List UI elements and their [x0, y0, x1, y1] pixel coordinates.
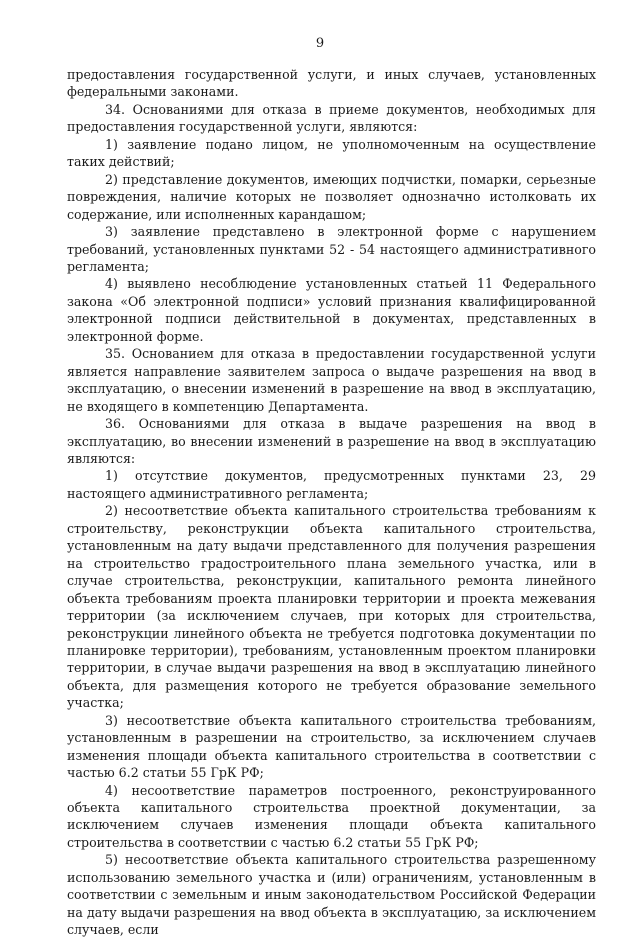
paragraph: предоставления государственной услуги, и иных случаев, установленных федеральными законами. — [67, 67, 596, 100]
paragraph: 2) несоответствие объекта капитального строительства требованиям к строительству, реконструкции объекта капитального строительства, установленным на дату выдачи представленного для получения разрешения на строительство градостроительного плана земельного участка, или в случае строительства, реконструкции, капитального ремонта линейного объекта требованиям проекта планировки территории и проекта межевания территории (за исключением случаев, при которых для строительства, реконструкции линейного объекта не требуется подготовка документации по планировке территории), требованиям, установленным проектом планировки территории, в случае выдачи разрешения на ввод в эксплуатацию линейного объекта, для размещения которого не требуется образование земельного участка; — [67, 503, 596, 711]
paragraph: 34. Основаниями для отказа в приеме документов, необходимых для предоставления государственной услуги, являются: — [67, 101, 596, 135]
paragraph: 1) отсутствие документов, предусмотренных пунктами 23, 29 настоящего административного регламента; — [67, 468, 596, 501]
paragraph: 2) представление документов, имеющих подчистки, помарки, серьезные повреждения, наличие которых не позволяет однозначно истолковать их содержание, или исполненных карандашом; — [67, 171, 596, 222]
body-text — [67, 66, 596, 939]
paragraph: 35. Основанием для отказа в предоставлении государственной услуги является направление заявителем запроса о выдаче разрешения на ввод в эксплуатацию, о внесении изменений в разрешение на ввод в эксплуатацию, не входящего в компетенцию Департамента. — [67, 346, 596, 414]
paragraph: 4) выявлено несоблюдение установленных статьей 11 Федерального закона «Об электронной подписи» условий признания квалифицированной электронной подписи действительной в документах, представленных в электронной форме. — [67, 276, 596, 344]
paragraph: 4) несоответствие параметров построенного, реконструированного объекта капитального строительства проектной документации, за исключением случаев изменения площади объекта капитального строительства в соответствии с частью 6.2 статьи 55 ГрК РФ; — [67, 782, 596, 850]
paragraph: 1) заявление подано лицом, не уполномоченным на осуществление таких действий; — [67, 136, 596, 170]
paragraph: 3) несоответствие объекта капитального строительства требованиям, установленным в разрешении на строительство, за исключением случаев изменения площади объекта капитального строительства в соответствии с частью 6.2 статьи 55 ГрК РФ; — [67, 712, 596, 781]
paragraph: 36. Основаниями для отказа в выдаче разрешения на ввод в эксплуатацию, во внесении изменений в разрешение на ввод в эксплуатацию являются: — [67, 416, 596, 466]
paragraph: 5) несоответствие объекта капитального строительства разрешенному использованию земельного участка и (или) ограничениям, установленным в соответствии с земельным и иным законодательством Российской Федерации на дату выдачи разрешения на ввод объекта в эксплуатацию, за исключением случаев, если — [67, 852, 596, 938]
page-number: 9 — [315, 36, 325, 51]
paragraph: 3) заявление представлено в электронной форме с нарушением требований, установленных пунктами 52 - 54 настоящего административного регламента; — [67, 224, 596, 274]
